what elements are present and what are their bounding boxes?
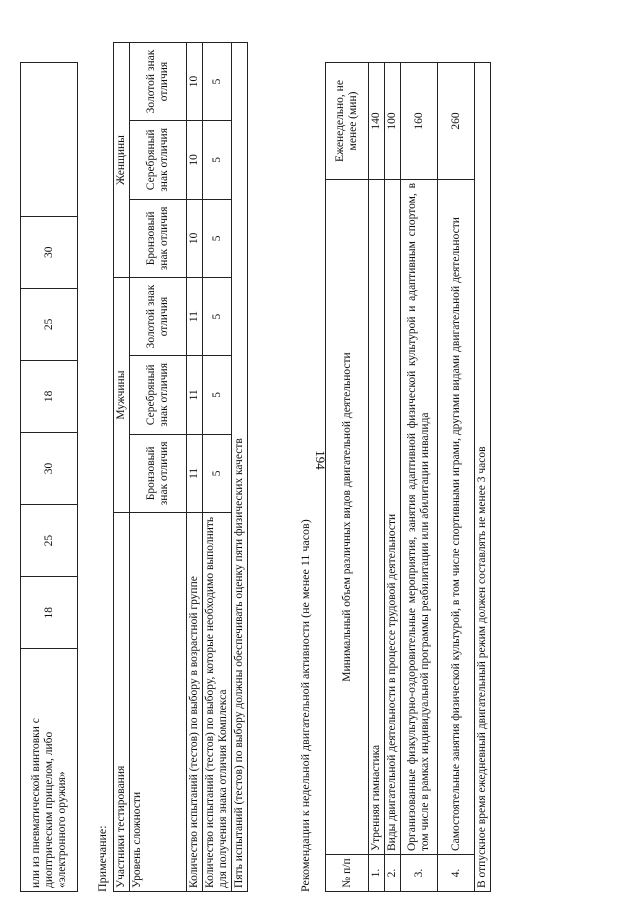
recommendation-title: Рекомендации к недельной двигательной активности (не менее 11 часов) [298, 519, 312, 892]
shooting-label-line: диоптрическим прицелом, либо [42, 731, 55, 888]
badge-header: Серебряный знак отличия [130, 356, 187, 435]
row-label: Количество испытаний (тестов) по выбору в возрастной группе [187, 513, 203, 892]
row-label: Количество испытаний (тестов) по выбору, которые необходимо выполнить для получения знака отличия Комплекса [203, 513, 232, 892]
table-row [369, 63, 385, 892]
value-cell: 5 [203, 199, 232, 277]
women-header: Женщины [114, 43, 130, 278]
shooting-label-line: «электронного оружия» [55, 771, 68, 888]
badge-requirements-table [113, 42, 248, 892]
value-cell: 30 [21, 216, 78, 288]
badge-header: Бронзовый знак отличия [130, 434, 187, 512]
table-row [438, 63, 475, 892]
row-num: 2. [385, 855, 401, 892]
page-number: 194 [313, 450, 328, 470]
num-header: № п/п [326, 855, 369, 892]
value-cell: 25 [21, 288, 78, 360]
row-num: 4. [438, 855, 475, 892]
name-header: Минимальный объем различных видов двигательной деятельности [326, 180, 369, 855]
value-cell: 11 [187, 278, 203, 356]
value-cell: 5 [203, 356, 232, 435]
level-header: Уровень сложности [130, 513, 187, 892]
badge-header: Бронзовый знак отличия [130, 199, 187, 277]
row-value: 260 [438, 63, 475, 180]
value-cell: 11 [187, 356, 203, 435]
men-header: Мужчины [114, 278, 130, 513]
weekly-header: Еженедельно, не менее (мин) [326, 63, 369, 180]
value-cell: 10 [187, 199, 203, 277]
row-name: Самостоятельные занятия физической культурой, в том числе спортивными играми, другими видами двигательной деятельности [438, 180, 475, 855]
value-cell: 11 [187, 434, 203, 512]
value-cell: 10 [187, 121, 203, 200]
value-cell: 5 [203, 278, 232, 356]
value-cell: 25 [21, 505, 78, 577]
row-name: Утренняя гимнастика [369, 180, 385, 855]
row-num: 1. [369, 855, 385, 892]
shooting-label-cell [21, 649, 78, 892]
table-row [401, 63, 438, 892]
table-row [385, 63, 401, 892]
value-cell: 10 [187, 43, 203, 121]
badge-header: Золотой знак отличия [130, 43, 187, 121]
row-value: 140 [369, 63, 385, 180]
rotated-page-content [20, 12, 620, 892]
row-value: 100 [385, 63, 401, 180]
row-value: 160 [401, 63, 438, 180]
participants-header: Участники тестирования [114, 513, 130, 892]
value-cell: 5 [203, 434, 232, 512]
weekly-activity-table [325, 62, 491, 892]
row-name: Организованные физкультурно-оздоровительные мероприятия, занятия адаптивной физической культурой и адаптивным спортом, в том числе в рамках индивидуальной программы реабилитации или абилитации инвалида [401, 180, 438, 855]
value-cell: 30 [21, 432, 78, 504]
badge-header: Золотой знак отличия [130, 278, 187, 356]
value-cell: 5 [203, 43, 232, 121]
badge-header: Серебряный знак отличия [130, 121, 187, 200]
value-cell: 18 [21, 360, 78, 432]
row-num: 3. [401, 855, 438, 892]
shooting-label-line: или из пневматической винтовки с [29, 718, 42, 888]
value-cell: 5 [203, 121, 232, 200]
shooting-standards-table-fragment [20, 62, 78, 892]
note-label: Примечание: [95, 825, 109, 892]
empty-cell [21, 63, 78, 217]
value-cell: 18 [21, 577, 78, 649]
row-name: Виды двигательной деятельности в процессе трудовой деятельности [385, 180, 401, 855]
table-footer: В отпускное время ежедневный двигательный режим должен составлять не менее 3 часов [475, 63, 491, 892]
row-label: Пять испытаний (тестов) по выбору должны обеспечивать оценку пяти физических качеств [232, 43, 248, 892]
